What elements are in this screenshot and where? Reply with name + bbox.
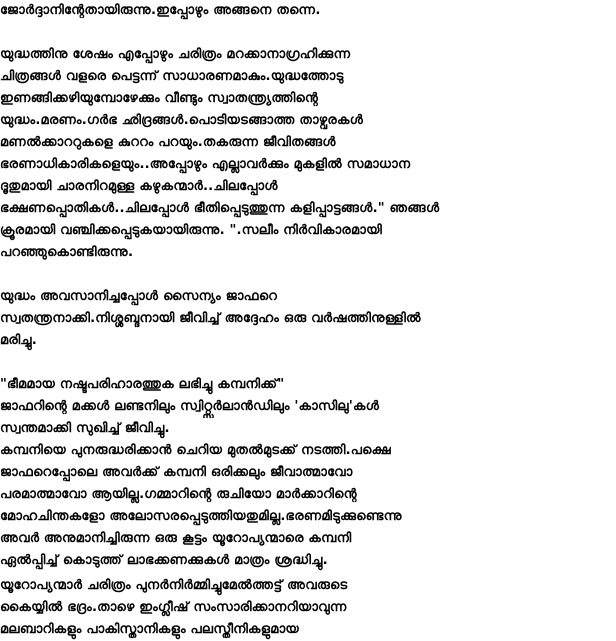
text-line: മണൽക്കാററുകളെ കുററം പറയും.തകരുന്ന ജീവിതങ്ങൾ <box>0 135 336 150</box>
blank-line <box>0 264 616 286</box>
text-line: മലബാറികളും പാകിസ്താനികളും പലസ്തീനികളുമായ <box>0 622 300 637</box>
text-line: യൂറോപ്യന്മാർ ചരിത്രം പുനർനിർമ്മിച്ചുമേൽത്തട്ട് അവരുടെ <box>0 578 348 593</box>
text-line: ഭരണാധികാരികളെയും..അപ്പോഴും എല്ലാവർക്കും മുകളിൽ സമാധാന <box>0 157 411 172</box>
text-line: ക്രൂരമായി വഞ്ചിക്കപ്പെടുകയായിരുന്നു. ".സലീം നിർവികാരമായി <box>0 223 383 238</box>
text-line: ഏൽപ്പിച്ച് കൊടുത്ത് ലാഭക്കണക്കുകൾ മാത്രം ശ്രദ്ധിച്ചു. <box>0 553 328 568</box>
text-line: കൈയ്യിൽ ഭദ്രം.താഴെ ഇംഗ്ലീഷ് സംസാരിക്കാനറിയാവുന്ന <box>0 600 347 615</box>
text-line: ജാഫറെപ്പോലെ അവർക്ക് കമ്പനി ഒരിക്കലും ജീവാത്മാവോ <box>0 465 353 480</box>
text-line: സ്വന്തമാക്കി സുഖിച്ച് ജീവിച്ചു. <box>0 421 170 436</box>
text-line: മോഹചിന്തകളോ അലോസരപ്പെടുത്തിയതുമില്ല.ഭരണമിടുക്കുണ്ടെന്നു <box>0 509 402 524</box>
text-line: യുദ്ധം അവസാനിച്ചപ്പോൾ സൈന്യം ജാഫറെ <box>0 289 278 304</box>
text-line: പറഞ്ഞുകൊണ്ടിരുന്നു. <box>0 245 134 260</box>
blank-line <box>0 352 616 374</box>
text-line: അവർ അനുമാനിച്ചിരുന്ന ഒരു കൂട്ടം യൂറോപ്യന്മാരെ കമ്പനി <box>0 531 352 546</box>
text-line: മരിച്ചു. <box>0 333 37 348</box>
text-line: ഭക്ഷണപ്പൊതികൾ..ചിലപ്പോൾ ഭീതിപ്പെടുത്തുന്ന കളിപ്പാട്ടങ്ങൾ." ഞങ്ങൾ <box>0 201 440 216</box>
text-line: ജാഫറിന്റെ മക്കൾ ലണ്ടനിലും സ്വിറ്റ്സർലാൻഡിലും 'കാസിലു'കൾ <box>0 399 380 414</box>
text-line: ചിത്രങ്ങൾ വളരെ പെട്ടന്ന് സാധാരണമാകും.യുദ്ധത്തോടു <box>0 69 344 84</box>
text-line: യുദ്ധം.മരണം.ഗർഭ ഛിദ്രങ്ങൾ.പൊടിയടങ്ങാത്ത താഴ്വരകൾ <box>0 113 364 128</box>
text-line: കമ്പനിയെ പുനരുദ്ധരിക്കാൻ ചെറിയ മുതൽമുടക്ക് നടത്തി.പക്ഷെ <box>0 443 392 458</box>
text-line: പരമാത്മാവോ ആയില്ല.ഗമ്മാറിന്റെ രുചിയോ മാർക്കാറിന്റെ <box>0 487 357 502</box>
text-line: ജോർദ്ദാനിന്റേതായിരുന്നു.ഇപ്പോഴും അങ്ങനെ തന്നെ. <box>0 3 321 18</box>
text-line: സ്വതന്ത്രനാക്കി.നിശ്ശബ്ദനായി ജീവിച്ച് അദ്ദേഹം ഒരു വർഷത്തിനുള്ളിൽ <box>0 311 421 326</box>
text-line: യുദ്ധത്തിനു ശേഷം എപ്പോഴും ചരിത്രം മറക്കാനാഗ്രഹിക്കുന്ന <box>0 47 351 62</box>
text-line: ഇണങ്ങിക്കഴിയുമ്പോഴേക്കും വീണ്ടും സ്വാതന്ത്ര്യത്തിന്റെ <box>0 91 319 106</box>
blank-line <box>0 22 616 44</box>
text-line: ദൂതുമായി ചാരനിറമുള്ള കഴുകന്മാർ..ചിലപ്പോൾ <box>0 179 278 194</box>
text-line: "ഭീമമായ നഷ്ടപരിഹാരത്തുക ലഭിച്ചു കമ്പനിക്ക്" <box>0 377 285 392</box>
